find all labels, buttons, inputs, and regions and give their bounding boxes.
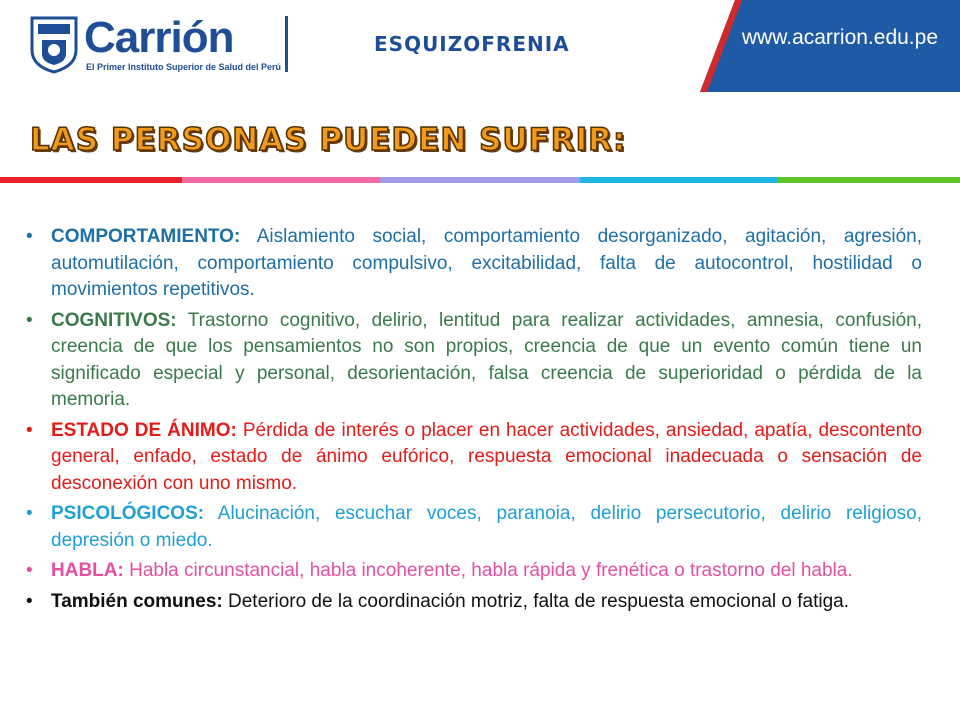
color-segment <box>380 177 580 183</box>
color-segment <box>580 177 778 183</box>
item-label: También comunes: <box>51 590 223 612</box>
color-segment <box>0 177 182 183</box>
main-heading: LAS PERSONAS PUEDEN SUFRIR: <box>30 122 627 158</box>
list-item <box>26 224 922 304</box>
item-text: Aislamiento social, comportamiento desorganizado, agitación, agresión, automutilación, comportamiento compulsivo, excitabilidad, falta de autocontrol, hostilidad o movimientos repetitivos. <box>51 226 922 300</box>
item-text: Trastorno cognitivo, delirio, lentitud para realizar actividades, amnesia, confusión, creencia de que los pensamientos no son propios, creencia de que un evento común tiene un significado especial y personal, desorientación, falsa creencia de superioridad o pérdida de la memoria. <box>51 309 922 410</box>
item-text: Deterioro de la coordinación motriz, falta de respuesta emocional o fatiga. <box>222 590 850 612</box>
list-item <box>26 589 922 616</box>
item-label: COMPORTAMIENTO: <box>51 226 241 247</box>
item-label: PSICOLÓGICOS: <box>51 503 205 524</box>
logo-divider <box>285 16 288 72</box>
topic-title: ESQUIZOFRENIA <box>374 32 570 56</box>
header-banner <box>0 0 960 92</box>
item-label: COGNITIVOS: <box>51 309 177 331</box>
website-url: www.acarrion.edu.pe <box>741 26 938 49</box>
institute-shield-icon <box>28 16 80 74</box>
bullet-marker: • <box>26 590 33 612</box>
list-item <box>26 501 922 554</box>
list-item <box>26 418 922 498</box>
logo-wordmark: Carrión <box>84 13 234 62</box>
bullet-marker: • <box>26 226 33 247</box>
item-text: Habla circunstancial, habla incoherente, habla rápida y frenética o trastorno del habla. <box>123 560 853 581</box>
color-divider-bar <box>0 177 960 183</box>
color-segment <box>182 177 380 183</box>
bullet-marker: • <box>26 503 33 524</box>
item-text: Alucinación, escuchar voces, paranoia, delirio persecutorio, delirio religioso, depresión o miedo. <box>51 503 922 551</box>
item-text: Pérdida de interés o placer en hacer actividades, ansiedad, apatía, descontento general, enfado, estado de ánimo eufórico, respuesta emocional inadecuada o sensación de desconexión con uno mismo. <box>51 419 922 494</box>
item-label: HABLA: <box>51 560 124 581</box>
bullet-marker: • <box>26 419 33 441</box>
bullet-marker: • <box>26 560 33 581</box>
list-item <box>26 558 922 585</box>
item-label: ESTADO DE ÁNIMO: <box>51 419 237 441</box>
symptom-list <box>26 224 922 619</box>
bullet-marker: • <box>26 309 33 331</box>
list-item <box>26 308 922 414</box>
logo-tagline: El Primer Instituto Superior de Salud del Perú <box>86 62 282 72</box>
color-segment <box>778 177 960 183</box>
